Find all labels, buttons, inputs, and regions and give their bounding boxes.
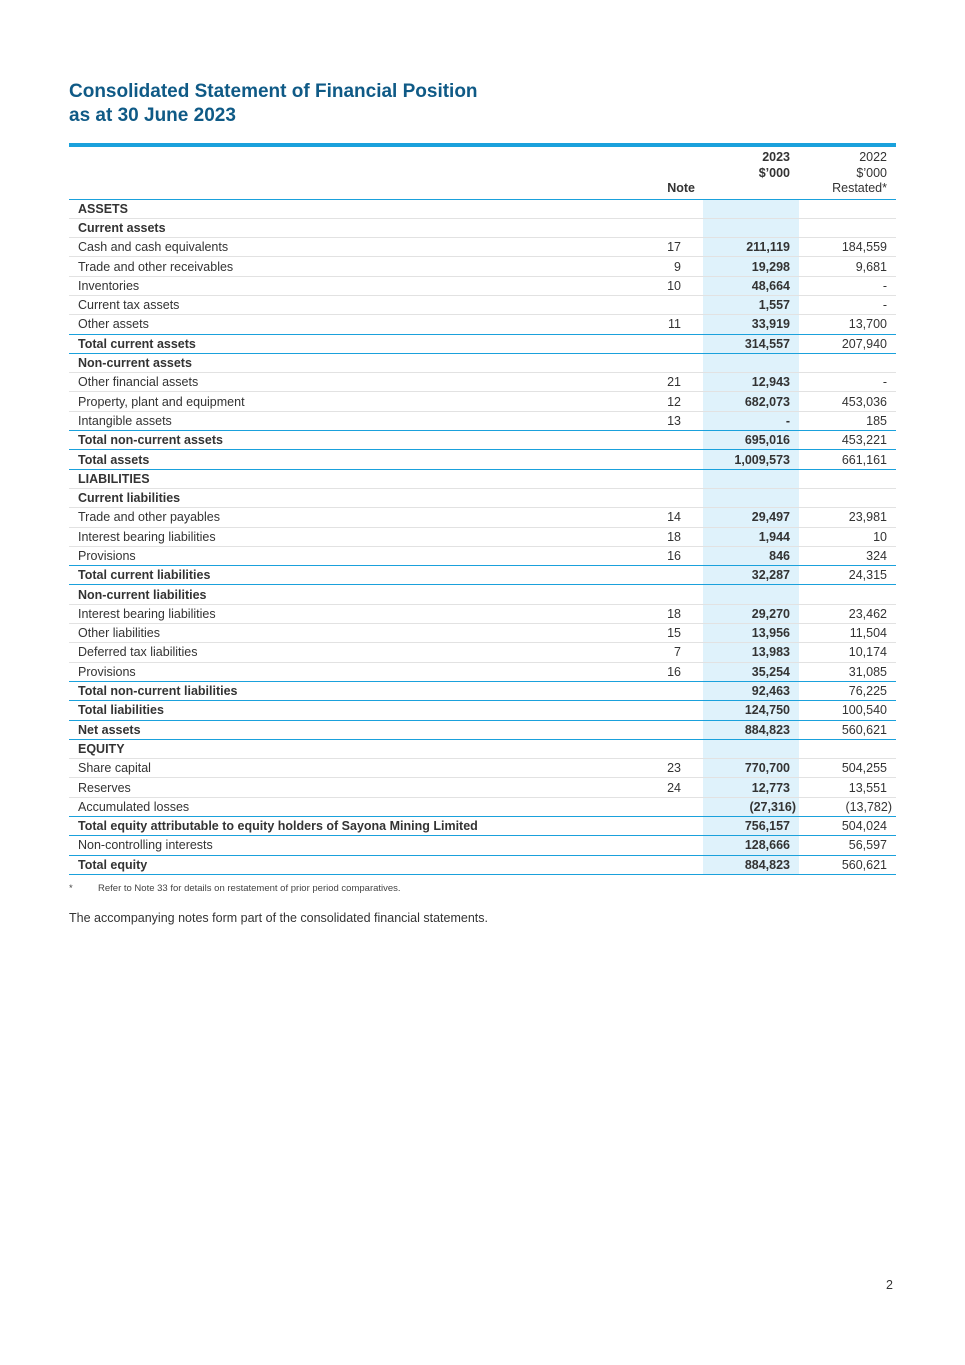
row-note [609,720,703,739]
row-value-2022: 453,036 [799,392,896,411]
table-row [69,720,896,739]
table-row [69,276,896,295]
header-2022 [799,147,896,199]
row-value-2022: 504,255 [799,759,896,778]
row-label: ASSETS [69,199,609,218]
page-title [69,80,478,128]
row-label: Share capital [69,759,609,778]
row-value-2023: 124,750 [703,701,799,720]
table-row [69,778,896,797]
table-row [69,295,896,314]
table-row [69,488,896,507]
row-value-2023: 19,298 [703,257,799,276]
row-note: 10 [609,276,703,295]
row-note [609,199,703,218]
row-value-2022: 10 [799,527,896,546]
header-2022-year: 2022 [859,150,887,164]
table-row [69,624,896,643]
footnote-text: Refer to Note 33 for details on restatement of prior period comparatives. [98,883,401,894]
row-value-2023: 846 [703,546,799,565]
row-value-2023: 1,557 [703,295,799,314]
header-2023 [703,147,799,199]
row-note [609,469,703,488]
row-label: Inventories [69,276,609,295]
row-note: 23 [609,759,703,778]
row-value-2022: 207,940 [799,334,896,353]
row-value-2022: 185 [799,411,896,430]
header-note-label: Note [667,181,695,195]
row-note: 13 [609,411,703,430]
row-note: 18 [609,604,703,623]
row-note [609,488,703,507]
row-value-2022 [799,585,896,604]
row-label: Interest bearing liabilities [69,604,609,623]
row-value-2022: 10,174 [799,643,896,662]
table-row [69,585,896,604]
row-value-2023: 33,919 [703,315,799,334]
row-value-2022: 324 [799,546,896,565]
row-note [609,701,703,720]
table-row [69,450,896,469]
row-note [609,836,703,855]
row-value-2023: 48,664 [703,276,799,295]
header-2023-year: 2023 [762,150,790,164]
row-note: 18 [609,527,703,546]
row-value-2023: 92,463 [703,681,799,700]
row-label: Total current assets [69,334,609,353]
row-value-2023: 756,157 [703,817,799,836]
title-line-1: Consolidated Statement of Financial Position [69,81,478,102]
row-value-2022: 31,085 [799,662,896,681]
row-value-2023: 884,823 [703,720,799,739]
row-label: Other assets [69,315,609,334]
row-note: 9 [609,257,703,276]
row-note: 16 [609,546,703,565]
row-value-2022: 504,024 [799,817,896,836]
row-value-2023 [703,199,799,218]
row-value-2023: 29,497 [703,508,799,527]
row-value-2023: 682,073 [703,392,799,411]
row-label: Current tax assets [69,295,609,314]
row-note [609,855,703,874]
row-value-2022: 23,981 [799,508,896,527]
row-value-2022 [799,469,896,488]
row-value-2023 [703,585,799,604]
row-value-2023 [703,218,799,237]
row-label: Interest bearing liabilities [69,527,609,546]
row-label: Reserves [69,778,609,797]
row-note [609,218,703,237]
table-header-row [69,147,896,199]
row-label: Deferred tax liabilities [69,643,609,662]
row-label: Total assets [69,450,609,469]
row-label: Non-controlling interests [69,836,609,855]
row-value-2023: 695,016 [703,431,799,450]
row-value-2022 [799,488,896,507]
row-value-2023 [703,353,799,372]
row-value-2022: 100,540 [799,701,896,720]
row-value-2022 [799,739,896,758]
table-row [69,315,896,334]
row-label: Non-current assets [69,353,609,372]
header-label-cell [69,147,609,199]
row-label: Net assets [69,720,609,739]
table-row [69,566,896,585]
row-value-2022: 13,551 [799,778,896,797]
row-value-2022: - [799,295,896,314]
title-line-2: as at 30 June 2023 [69,105,236,126]
row-note [609,739,703,758]
row-value-2022: 13,700 [799,315,896,334]
table-row [69,643,896,662]
table-row [69,855,896,874]
table-row [69,218,896,237]
header-2022-restated: Restated* [832,181,887,195]
row-note: 21 [609,373,703,392]
table-row [69,739,896,758]
row-value-2022: 9,681 [799,257,896,276]
row-label: Total liabilities [69,701,609,720]
table-row [69,817,896,836]
row-note: 15 [609,624,703,643]
table-row [69,353,896,372]
row-value-2022: - [799,373,896,392]
row-label: Total non-current liabilities [69,681,609,700]
row-value-2023 [703,469,799,488]
table-row [69,546,896,565]
row-value-2023: 29,270 [703,604,799,623]
row-label: Non-current liabilities [69,585,609,604]
row-value-2023 [703,739,799,758]
row-value-2023: 128,666 [703,836,799,855]
row-value-2023: 1,009,573 [703,450,799,469]
row-value-2023: 12,773 [703,778,799,797]
table-row [69,527,896,546]
row-value-2023: - [703,411,799,430]
row-label: Other financial assets [69,373,609,392]
row-label: Property, plant and equipment [69,392,609,411]
row-label: EQUITY [69,739,609,758]
table-row [69,199,896,218]
row-label: Other liabilities [69,624,609,643]
row-value-2022: 184,559 [799,238,896,257]
row-note [609,817,703,836]
row-value-2022: 56,597 [799,836,896,855]
table-row [69,238,896,257]
table-row [69,392,896,411]
row-label: Total non-current assets [69,431,609,450]
table-row [69,469,896,488]
row-value-2023: 314,557 [703,334,799,353]
row-value-2023: 13,956 [703,624,799,643]
row-value-2022: 76,225 [799,681,896,700]
row-value-2022 [799,218,896,237]
row-note [609,450,703,469]
row-value-2023: 12,943 [703,373,799,392]
row-label: Total equity [69,855,609,874]
financial-position-table [69,147,896,875]
table-row [69,604,896,623]
row-value-2022: 23,462 [799,604,896,623]
row-note: 24 [609,778,703,797]
table-row [69,701,896,720]
row-note: 7 [609,643,703,662]
row-note [609,295,703,314]
row-value-2022: 661,161 [799,450,896,469]
row-value-2022: - [799,276,896,295]
table-row [69,411,896,430]
accompanying-notes-statement: The accompanying notes form part of the consolidated financial statements. [69,911,488,925]
footnote [69,883,401,894]
table-row [69,431,896,450]
row-value-2022: (13,782) [799,797,896,816]
row-value-2023: 770,700 [703,759,799,778]
row-note [609,681,703,700]
row-value-2023: 884,823 [703,855,799,874]
row-label: Current liabilities [69,488,609,507]
table-row [69,334,896,353]
row-note [609,431,703,450]
row-note: 16 [609,662,703,681]
row-value-2023: 1,944 [703,527,799,546]
row-label: Accumulated losses [69,797,609,816]
row-note [609,585,703,604]
row-value-2023 [703,488,799,507]
row-label: Total current liabilities [69,566,609,585]
row-note [609,797,703,816]
row-value-2023: 211,119 [703,238,799,257]
header-note [609,147,703,199]
row-value-2022: 453,221 [799,431,896,450]
row-label: Total equity attributable to equity holders of Sayona Mining Limited [69,817,609,836]
row-note [609,334,703,353]
header-2023-unit: $’000 [758,165,790,180]
row-label: Current assets [69,218,609,237]
table-row [69,373,896,392]
row-value-2023: 13,983 [703,643,799,662]
row-label: LIABILITIES [69,469,609,488]
row-label: Intangible assets [69,411,609,430]
table-row [69,257,896,276]
footnote-marker: * [69,883,73,894]
row-note [609,566,703,585]
page-number: 2 [886,1278,893,1292]
table-row [69,797,896,816]
row-value-2022 [799,353,896,372]
row-value-2022: 24,315 [799,566,896,585]
table-row [69,759,896,778]
row-value-2022 [799,199,896,218]
row-label: Cash and cash equivalents [69,238,609,257]
row-value-2022: 560,621 [799,720,896,739]
header-2022-unit: $’000 [856,165,887,180]
row-note: 14 [609,508,703,527]
row-value-2022: 11,504 [799,624,896,643]
row-value-2023: 32,287 [703,566,799,585]
table-row [69,508,896,527]
row-note: 17 [609,238,703,257]
row-note [609,353,703,372]
table-row [69,836,896,855]
table-row [69,681,896,700]
row-value-2023: (27,316) [703,797,799,816]
table-body [69,199,896,874]
row-value-2023: 35,254 [703,662,799,681]
row-value-2022: 560,621 [799,855,896,874]
row-note: 11 [609,315,703,334]
row-label: Trade and other payables [69,508,609,527]
row-label: Provisions [69,662,609,681]
table-row [69,662,896,681]
row-note: 12 [609,392,703,411]
row-label: Trade and other receivables [69,257,609,276]
row-label: Provisions [69,546,609,565]
